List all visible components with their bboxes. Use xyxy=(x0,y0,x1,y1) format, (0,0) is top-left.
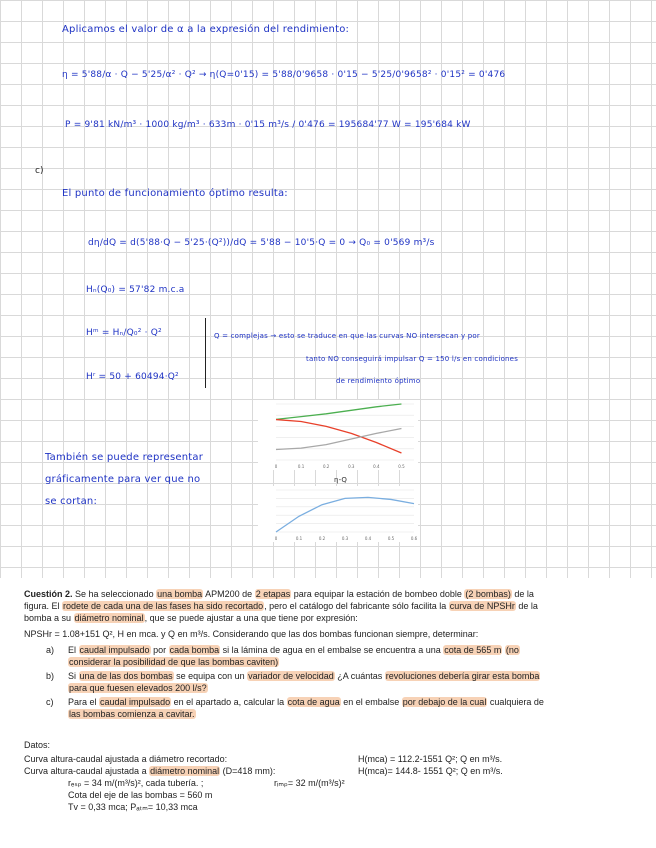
question-intro-line1: Se ha seleccionado una bomba APM200 de 2 etapas para equipar la estación de bombeo doble (2 bombas) de la xyxy=(75,589,534,599)
homologous-curve-equation: Hᵐ = Hₙ/Q₀² · Q² xyxy=(86,328,162,338)
graph-note-line2: gráficamente para ver que no xyxy=(45,474,201,485)
item-c-label: c) xyxy=(46,697,54,707)
data-vapor-pressure: Tv = 0,33 mca; Pₐₜₘ= 10,33 mca xyxy=(68,802,198,812)
item-a-label: a) xyxy=(46,645,55,655)
efficiency-chart-title: η-Q xyxy=(334,476,348,484)
x-tick-label: 0.5 xyxy=(387,536,395,541)
x-tick-label: 0.5 xyxy=(398,464,405,469)
data-pump-axis: Cota del eje de las bombas = 560 m xyxy=(68,790,213,800)
x-tick-label: 0 xyxy=(274,464,278,469)
series-line-0 xyxy=(276,404,401,419)
x-tick-label: 0 xyxy=(274,536,278,541)
efficiency-flow-chart xyxy=(258,486,418,542)
datos-label: Datos: xyxy=(24,740,51,750)
x-tick-label: 0.4 xyxy=(373,464,380,469)
divider-line xyxy=(205,318,206,388)
data-curve-cut-label: Curva altura-caudal ajustada a diámetro recortado: xyxy=(24,754,228,764)
complex-note-line2: tanto NO conseguirá impulsar Q = 150 l/s en condiciones xyxy=(306,355,519,363)
graph-note-line3: se cortan: xyxy=(45,496,98,507)
data-curve-nominal-label: Curva altura-caudal ajustada a diámetro nominal (D=418 mm): xyxy=(24,766,276,776)
item-b-text: Si una de las dos bombas se equipa con un variador de velocidad ¿A cuántas revoluciones debería girar esta bomba para que fuesen elevados 200 l/s? xyxy=(68,671,540,693)
complex-note-line1: Q = complejas → esto se traduce en que las curvas NO intersecan y por xyxy=(214,332,480,340)
series-line-2 xyxy=(276,429,401,450)
x-tick-label: 0.1 xyxy=(297,464,305,469)
question-title: Cuestión 2. xyxy=(24,589,73,599)
part-c-label: c) xyxy=(35,166,44,176)
efficiency-equation: η = 5'88/α · Q − 5'25/α² · Q² → η(Q=0'15) = 5'88/0'9658 · 0'15 − 5'25/0'9658² · 0'15² = 0'476 xyxy=(62,70,506,80)
data-curve-nominal-formula: H(mca)= 144.8- 1551 Q²; Q en m³/s. xyxy=(358,766,503,776)
x-tick-label: 0.3 xyxy=(348,464,355,469)
data-r-esp: rₑₛₚ = 34 m/(m³/s)², cada tubería. ; xyxy=(68,778,204,788)
power-equation: P = 9'81 kN/m³ · 1000 kg/m³ · 633m · 0'15 m³/s / 0'476 = 195684'77 W = 195'684 kW xyxy=(65,120,471,130)
question-intro-line2: figura. El rodete de cada una de las fases ha sido recortado, pero el catálogo del fabricante sólo facilita la curva de NPSHr de la xyxy=(24,601,538,611)
graph-note-line1: También se puede representar xyxy=(45,452,204,463)
data-r-imp: rᵢₘₚ= 32 m/(m³/s)² xyxy=(274,778,345,788)
item-b-label: b) xyxy=(46,671,55,681)
resistance-curve-equation: Hʳ = 50 + 60494·Q² xyxy=(86,372,179,382)
item-c-text: Para el caudal impulsado en el apartado a, calcular la cota de agua en el embalse por debajo de la cual cualquiera de las bombas comienza a cavitar. xyxy=(68,697,544,719)
question-intro-line3: bomba a su diámetro nominal, que se puede ajustar a una que tiene por expresión: xyxy=(24,613,358,623)
derivative-equation: dη/dQ = d(5'88·Q − 5'25·(Q²))/dQ = 5'88 − 10'5·Q = 0 → Q₀ = 0'569 m³/s xyxy=(88,238,435,248)
series-line-0 xyxy=(276,497,414,532)
npsh-formula: NPSHr = 1.08+151 Q², H en mca. y Q en m³/s. Considerando que las dos bombas funcionan siempre, determinar: xyxy=(24,629,479,639)
x-tick-label: 0.4 xyxy=(364,536,372,541)
data-curve-cut-formula: H(mca) = 112.2-1551 Q²; Q en m³/s. xyxy=(358,754,503,764)
head-flow-chart xyxy=(258,400,418,470)
handwritten-intro: Aplicamos el valor de α a la expresión del rendimiento: xyxy=(62,24,350,35)
x-tick-label: 0.1 xyxy=(295,536,303,541)
optimum-heading: El punto de funcionamiento óptimo resulta: xyxy=(62,188,288,199)
head-at-optimum: Hₙ(Q₀) = 57'82 m.c.a xyxy=(86,285,185,295)
x-tick-label: 0.2 xyxy=(322,464,330,469)
complex-note-line3: de rendimiento óptimo xyxy=(336,377,421,385)
x-tick-label: 0.3 xyxy=(341,536,349,541)
x-tick-label: 0.2 xyxy=(318,536,326,541)
question-block xyxy=(0,578,656,848)
item-a-text: El caudal impulsado por cada bomba si la lámina de agua en el embalse se encuentra a una cota de 565 m (no considerar la posibilidad de que las bombas caviten) xyxy=(68,645,519,667)
x-tick-label: 0.6 xyxy=(410,536,418,541)
